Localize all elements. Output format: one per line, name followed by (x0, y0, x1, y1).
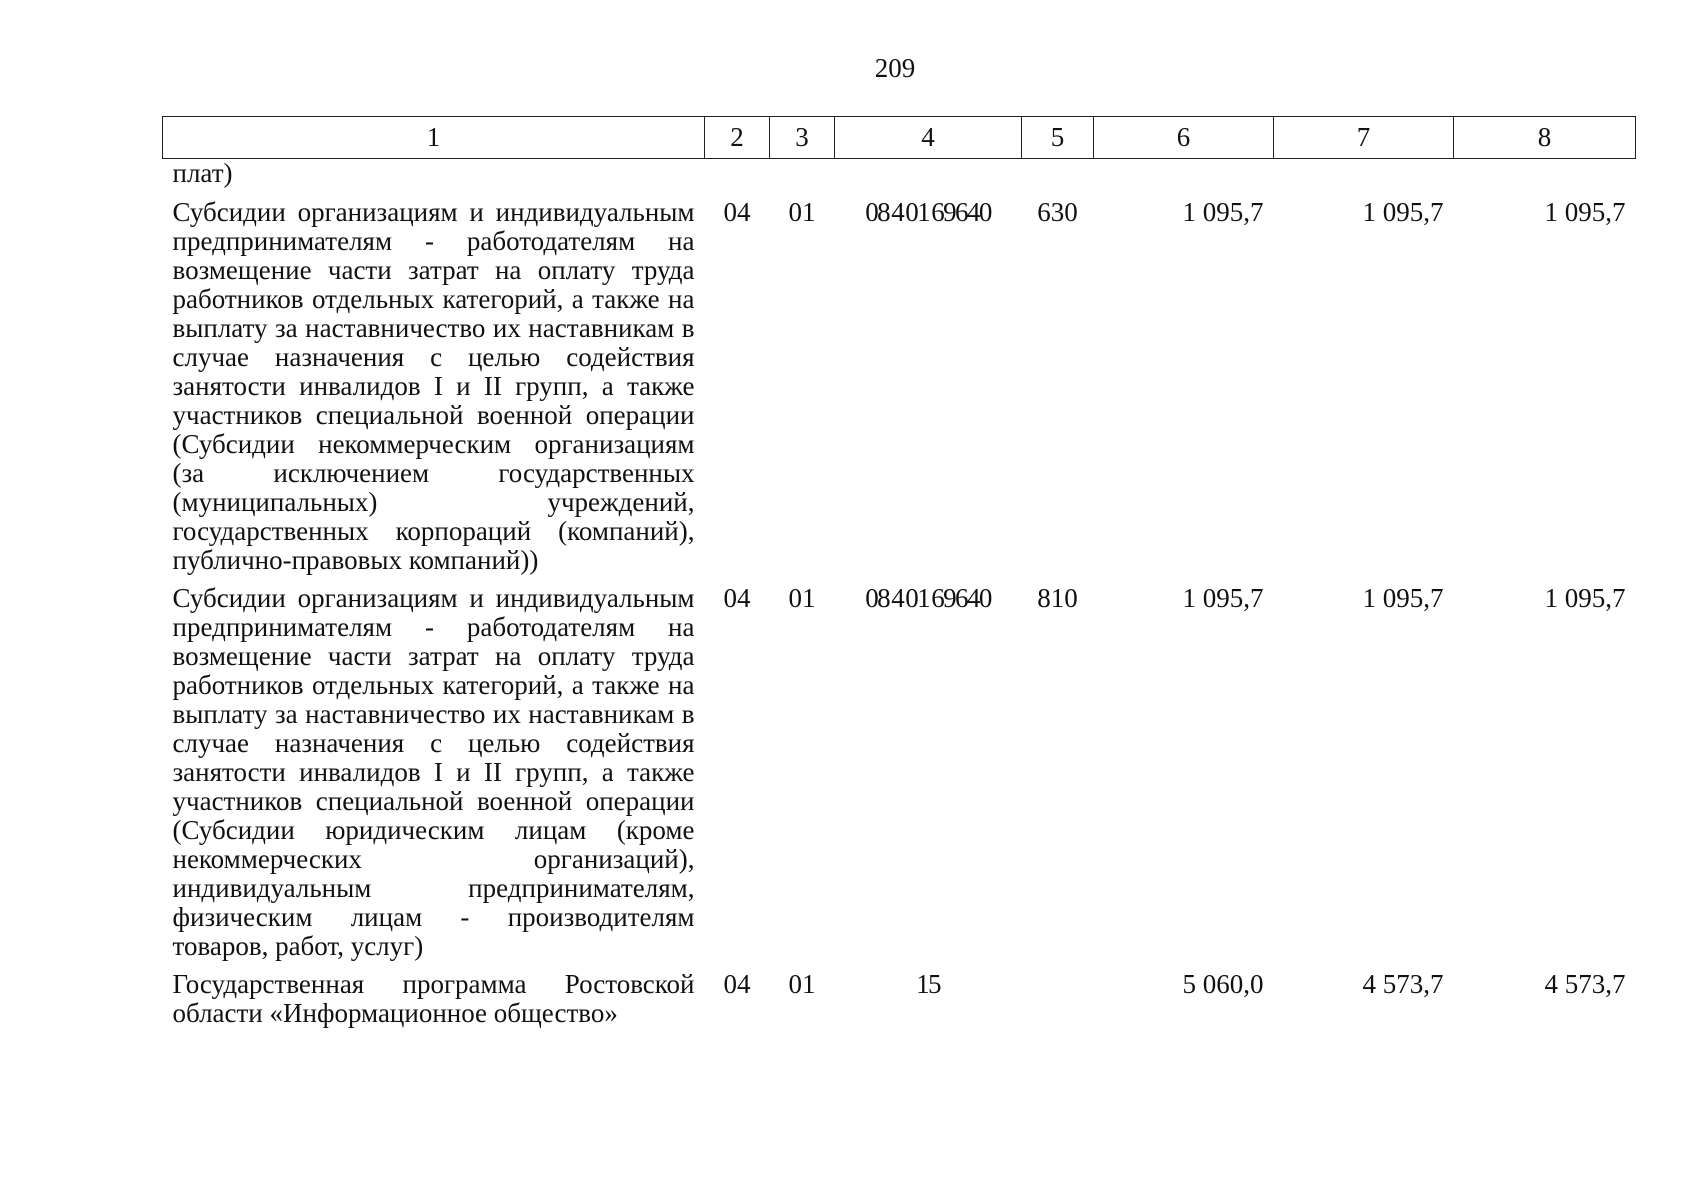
row-target-code: 08 4 01 69640 (865, 583, 991, 613)
row-section: 04 (723, 583, 751, 613)
row-subsection: 01 (788, 583, 816, 613)
header-col-7: 7 (1274, 117, 1454, 159)
table-row (163, 198, 1636, 584)
page-number: 209 (874, 53, 916, 83)
header-col-1: 1 (163, 117, 705, 159)
row-name: Субсидии организациям и индивидуальным предпринимателям - работодателям на возмещение части затрат на оплату труда работников отдельных категорий, а также на выплату за наставничество их наставникам в случае назначения с целью содействия занятости инвалидов I и II групп, а также участников специальной военной операции (Субсидии юридическим лицам (кроме некоммерческих организаций), индивидуальным предпринимателям, физическим лицам - производителям товаров, работ, услуг) (172, 583, 695, 961)
header-col-5: 5 (1022, 117, 1094, 159)
header-col-8: 8 (1454, 117, 1636, 159)
row-target-code: 15 (916, 969, 940, 999)
row-name: Государственная программа Ростовской области «Информационное общество» (172, 969, 695, 1028)
header-col-2: 2 (705, 117, 770, 159)
row-subsection: 01 (788, 969, 816, 999)
row-value-1: 1 095,7 (1182, 583, 1264, 613)
header-col-4: 4 (835, 117, 1022, 159)
row-value-3: 4 573,7 (1544, 969, 1626, 999)
table-row (163, 970, 1636, 1037)
header-col-3: 3 (770, 117, 835, 159)
row-expense-type: 630 (1037, 197, 1078, 227)
row-expense-type: 810 (1037, 583, 1078, 613)
row-value-3: 1 095,7 (1544, 583, 1626, 613)
header-col-6: 6 (1094, 117, 1274, 159)
table-row (163, 584, 1636, 970)
row-value-2: 1 095,7 (1362, 583, 1444, 613)
row-value-2: 1 095,7 (1362, 197, 1444, 227)
row-value-2: 4 573,7 (1362, 969, 1444, 999)
row-target-code: 08 4 01 69640 (865, 197, 991, 227)
row-value-1: 1 095,7 (1182, 197, 1264, 227)
row-expense-type (1022, 970, 1094, 1037)
continuation-text: плат) (172, 158, 233, 188)
row-value-1: 5 060,0 (1182, 969, 1264, 999)
row-name: Субсидии организациям и индивидуальным предпринимателям - работодателям на возмещение части затрат на оплату труда работников отдельных категорий, а также на выплату за наставничество их наставникам в случае назначения с целью содействия занятости инвалидов I и II групп, а также участников специальной военной операции (Субсидии некоммерческим организациям (за исключением государственных (муниципальных) учреждений, государственных корпораций (компаний), публично-правовых компаний)) (172, 197, 695, 575)
row-value-3: 1 095,7 (1544, 197, 1626, 227)
row-section: 04 (723, 969, 751, 999)
table-header (163, 117, 1636, 159)
continuation-row (163, 159, 1636, 199)
budget-table (162, 116, 1636, 1037)
row-subsection: 01 (788, 197, 816, 227)
header-row (163, 117, 1636, 159)
row-section: 04 (723, 197, 751, 227)
